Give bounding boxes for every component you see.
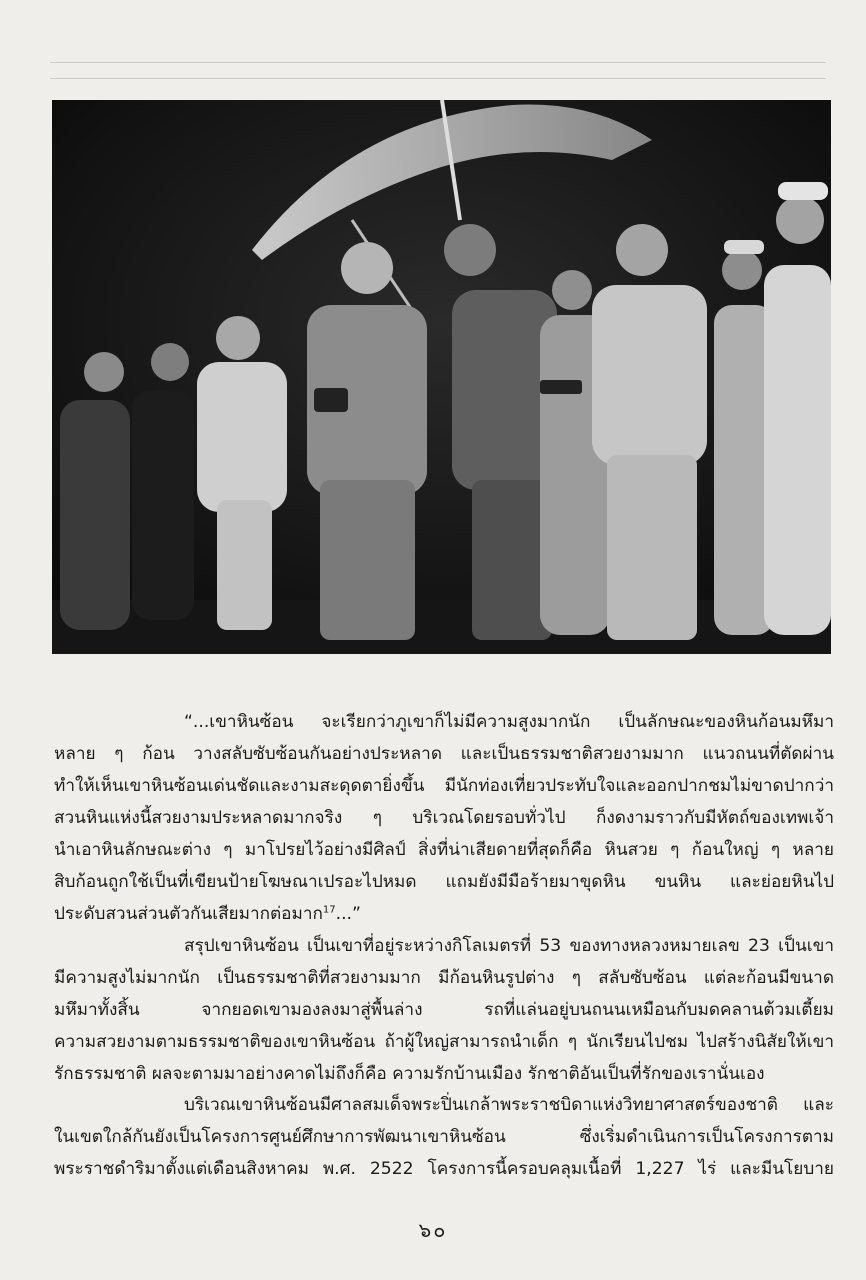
paragraph-line: ในเขตใกล้กันยังเป็นโครงการศูนย์ศึกษาการพัฒนาเขาหินซ้อน ซึ่งเริ่มดำเนินการเป็นโครงการตาม	[54, 1127, 834, 1147]
footnote-marker: 17	[322, 904, 336, 916]
quote-line: นำเอาหินลักษณะต่าง ๆ มาโปรยไว้อย่างมีศิลป์ สิ่งที่น่าเสียดายที่สุดก็คือ หินสวย ๆ ก้อนใหญ่ ๆ หลาย	[54, 840, 834, 860]
paragraph-line: ความสวยงามตามธรรมชาติของเขาหินซ้อน ถ้าผู้ใหญ่สามารถนำเด็ก ๆ นักเรียนไปชม ไปสร้างนิสัยให้เขา	[54, 1032, 834, 1052]
paragraph-line: รักธรรมชาติ ผลจะตามมาอย่างคาดไม่ถึงก็คือ ความรักบ้านเมือง รักชาติอันเป็นที่รักของเรานั่นเอง	[54, 1064, 765, 1084]
quote-last-line	[54, 898, 834, 930]
paragraph-summary	[54, 930, 834, 1090]
paragraph-line: สรุปเขาหินซ้อน เป็นเขาที่อยู่ระหว่างกิโลเมตรที่ 53 ของทางหลวงหมายเลข 23 เป็นเขา	[184, 936, 834, 956]
quote-line: “...เขาหินซ้อน จะเรียกว่าภูเขาก็ไม่มีความสูงมากนัก เป็นลักษณะของหินก้อนมหึมา	[184, 712, 834, 732]
paragraph-project	[54, 1089, 834, 1185]
page-number: ๖๐	[418, 1218, 448, 1242]
quote-line: สิบก้อนถูกใช้เป็นที่เขียนป้ายโฆษณาเปรอะไปหมด แถมยังมีมือร้ายมาขุดหิน ขนหิน และย่อยหินไป	[54, 872, 834, 892]
paragraph-line: พระราชดำริมาตั้งแต่เดือนสิงหาคม พ.ศ. 2522 โครงการนี้ครอบคลุมเนื้อที่ 1,227 ไร่ และมีนโยบาย	[54, 1159, 834, 1179]
quote-line-text: ประดับสวนส่วนตัวกันเสียมากต่อมาก	[54, 904, 323, 924]
bleed-through-line	[50, 78, 826, 79]
paragraph-line: มหึมาทั้งสิ้น จากยอดเขามองลงมาสู่พื้นล่าง รถที่แล่นอยู่บนถนนเหมือนกับมดคลานต้วมเตี้ยม	[54, 1000, 834, 1020]
quote-closing: ...”	[335, 904, 361, 924]
quote-line: หลาย ๆ ก้อน วางสลับซับซ้อนกันอย่างประหลาด และเป็นธรรมชาติสวยงามมาก แนวถนนที่ตัดผ่าน	[54, 744, 834, 764]
quote-line: สวนหินแห่งนี้สวยงามประหลาดมากจริง ๆ บริเวณโดยรอบทั่วไป ก็งดงามราวกับมีหัตถ์ของเทพเจ้า	[54, 808, 834, 828]
paragraph-line: บริเวณเขาหินซ้อนมีศาลสมเด็จพระปิ่นเกล้าพระราชบิดาแห่งวิทยาศาสตร์ของชาติ และ	[184, 1095, 834, 1115]
quote-block	[54, 706, 834, 930]
paragraph-line: มีความสูงไม่มากนัก เป็นธรรมชาติที่สวยงามมาก มีก้อนหินรูปต่าง ๆ สลับซับซ้อน แต่ละก้อนมีขนาด	[54, 968, 834, 988]
bleed-through-line	[50, 62, 826, 63]
photo-illustration	[52, 100, 831, 654]
quote-line: ทำให้เห็นเขาหินซ้อนเด่นชัดและงามสะดุดตายิ่งขึ้น มีนักท่องเที่ยวประทับใจและออกปากชมไม่ขาดปากว่า	[54, 776, 834, 796]
photograph	[52, 100, 831, 654]
